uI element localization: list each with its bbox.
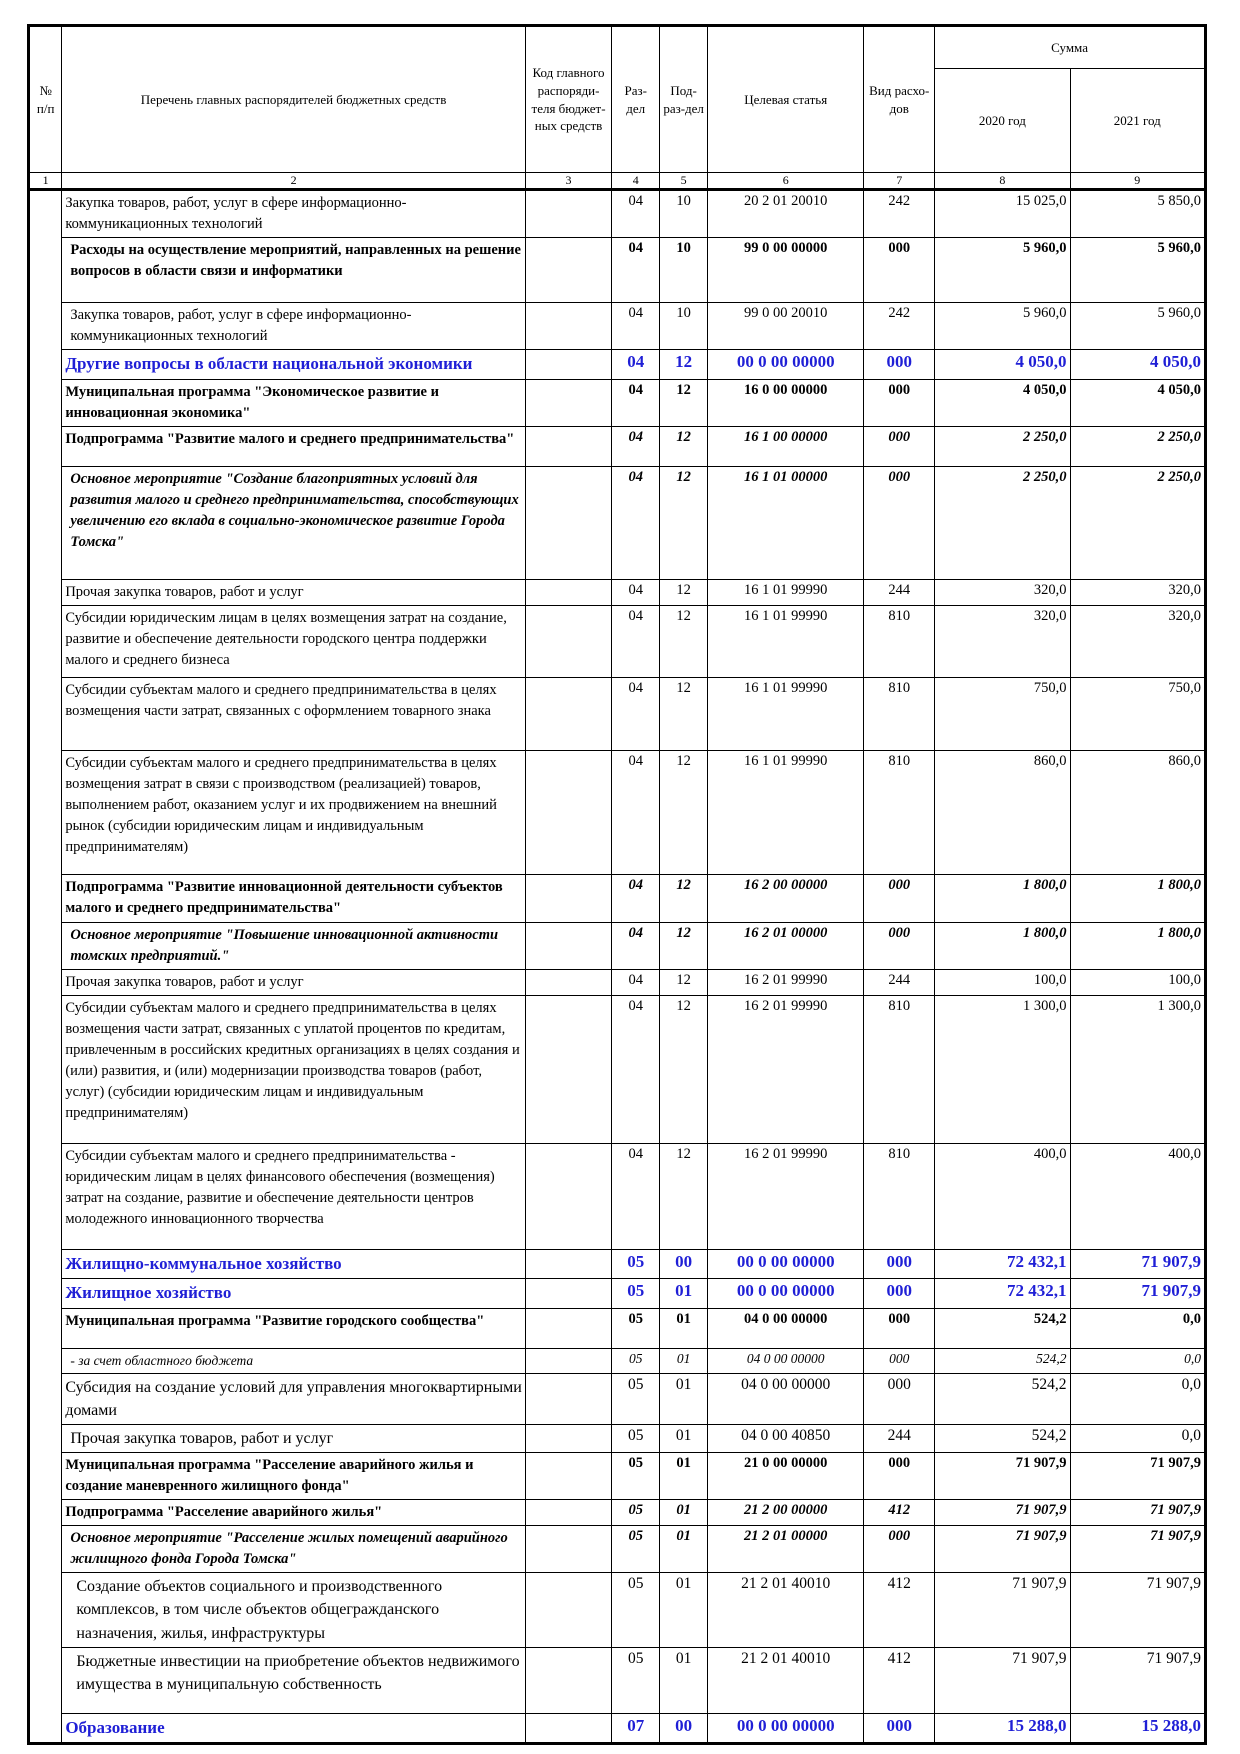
table-row xyxy=(29,1453,1206,1500)
header-target: Целевая статья xyxy=(708,26,864,173)
table-row xyxy=(29,238,1206,303)
row-sum-2020: 71 907,9 xyxy=(935,1647,1070,1713)
row-podrazdel: 10 xyxy=(660,190,708,238)
row-name: Субсидии субъектам малого и среднего предпринимательства - юридическим лицам в целях финансового обеспечения (возмещения) затрат на создание, развитие и обеспечение деятельности центров молодежного инновационного творчества xyxy=(62,1143,526,1249)
row-code xyxy=(525,874,611,922)
row-razdel: 04 xyxy=(612,969,660,995)
row-name: Субсидии субъектам малого и среднего предпринимательства в целях возмещения части затрат, связанных с оформлением товарного знака xyxy=(62,677,526,750)
row-sum-2021: 0,0 xyxy=(1070,1373,1205,1424)
row-sum-2020: 71 907,9 xyxy=(935,1453,1070,1500)
row-sum-2021: 2 250,0 xyxy=(1070,426,1205,466)
row-code xyxy=(525,303,611,350)
row-sum-2020: 2 250,0 xyxy=(935,426,1070,466)
row-sum-2021: 71 907,9 xyxy=(1070,1249,1205,1279)
row-name: Жилищное хозяйство xyxy=(62,1279,526,1309)
row-sum-2020: 2 250,0 xyxy=(935,466,1070,579)
row-sum-2020: 750,0 xyxy=(935,677,1070,750)
colnum-6: 6 xyxy=(708,173,864,190)
header-2021: 2021 год xyxy=(1070,69,1205,173)
row-vid: 242 xyxy=(864,303,935,350)
row-sum-2021: 2 250,0 xyxy=(1070,466,1205,579)
table-row xyxy=(29,579,1206,605)
row-vid: 000 xyxy=(864,1373,935,1424)
row-razdel: 05 xyxy=(612,1526,660,1573)
row-sum-2020: 71 907,9 xyxy=(935,1573,1070,1648)
row-sum-2020: 72 432,1 xyxy=(935,1249,1070,1279)
header-name: Перечень главных распорядителей бюджетных средств xyxy=(62,26,526,173)
row-podrazdel: 12 xyxy=(660,750,708,874)
np-cell xyxy=(29,190,62,1744)
row-razdel: 04 xyxy=(612,303,660,350)
row-sum-2021: 0,0 xyxy=(1070,1309,1205,1349)
row-podrazdel: 12 xyxy=(660,1143,708,1249)
row-name: Субсидии юридическим лицам в целях возмещения затрат на создание, развитие и обеспечение деятельности городского центра поддержки малого и среднего бизнеса xyxy=(62,605,526,677)
row-sum-2021: 100,0 xyxy=(1070,969,1205,995)
row-razdel: 04 xyxy=(612,238,660,303)
row-name: Субсидии субъектам малого и среднего предпринимательства в целях возмещения части затрат, связанных с уплатой процентов по кредитам, привлеченным в российских кредитных организациях в целях создания и (или) развития, и (или) модернизации производства товаров (работ, услуг) (субсидии юридическим лицам и индивидуальным предпринимателям) xyxy=(62,995,526,1143)
row-razdel: 04 xyxy=(612,190,660,238)
row-podrazdel: 01 xyxy=(660,1279,708,1309)
row-sum-2021: 71 907,9 xyxy=(1070,1647,1205,1713)
row-vid: 242 xyxy=(864,190,935,238)
row-vid: 412 xyxy=(864,1500,935,1526)
row-razdel: 04 xyxy=(612,677,660,750)
row-podrazdel: 12 xyxy=(660,874,708,922)
row-code xyxy=(525,1349,611,1374)
row-podrazdel: 12 xyxy=(660,466,708,579)
row-name: Прочая закупка товаров, работ и услуг xyxy=(62,1425,526,1453)
row-target: 00 0 00 00000 xyxy=(708,1249,864,1279)
row-code xyxy=(525,1526,611,1573)
row-podrazdel: 01 xyxy=(660,1526,708,1573)
row-sum-2020: 320,0 xyxy=(935,579,1070,605)
row-sum-2021: 5 960,0 xyxy=(1070,303,1205,350)
row-code xyxy=(525,238,611,303)
row-podrazdel: 12 xyxy=(660,605,708,677)
table-row xyxy=(29,1349,1206,1374)
row-podrazdel: 12 xyxy=(660,969,708,995)
row-razdel: 04 xyxy=(612,995,660,1143)
row-razdel: 05 xyxy=(612,1425,660,1453)
row-sum-2021: 750,0 xyxy=(1070,677,1205,750)
row-name: Закупка товаров, работ, услуг в сфере информационно-коммуникационных технологий xyxy=(62,190,526,238)
row-podrazdel: 01 xyxy=(660,1647,708,1713)
row-name: Подпрограмма "Развитие инновационной деятельности субъектов малого и среднего предпринимательства" xyxy=(62,874,526,922)
row-podrazdel: 12 xyxy=(660,426,708,466)
table-row xyxy=(29,1143,1206,1249)
row-sum-2020: 320,0 xyxy=(935,605,1070,677)
row-vid: 244 xyxy=(864,969,935,995)
colnum-8: 8 xyxy=(935,173,1070,190)
row-razdel: 05 xyxy=(612,1573,660,1648)
row-target: 16 2 00 00000 xyxy=(708,874,864,922)
row-razdel: 05 xyxy=(612,1373,660,1424)
row-podrazdel: 10 xyxy=(660,238,708,303)
row-name: Основное мероприятие "Создание благоприятных условий для развития малого и среднего предпринимательства, способствующих увеличению его вклада в социально-экономическое развитие Города Томска" xyxy=(62,466,526,579)
row-code xyxy=(525,1500,611,1526)
row-target: 04 0 00 00000 xyxy=(708,1373,864,1424)
table-row xyxy=(29,350,1206,380)
table-row xyxy=(29,1713,1206,1744)
row-name: Муниципальная программа "Экономическое развитие и инновационная экономика" xyxy=(62,379,526,426)
budget-document xyxy=(27,24,1207,1745)
row-sum-2021: 4 050,0 xyxy=(1070,379,1205,426)
row-code xyxy=(525,466,611,579)
table-row xyxy=(29,466,1206,579)
row-sum-2021: 71 907,9 xyxy=(1070,1500,1205,1526)
row-name: Образование xyxy=(62,1713,526,1744)
table-row xyxy=(29,426,1206,466)
row-podrazdel: 01 xyxy=(660,1349,708,1374)
row-code xyxy=(525,922,611,969)
row-podrazdel: 01 xyxy=(660,1309,708,1349)
colnum-2: 2 xyxy=(62,173,526,190)
row-sum-2021: 0,0 xyxy=(1070,1425,1205,1453)
header-np: № п/п xyxy=(29,26,62,173)
row-target: 16 2 01 99990 xyxy=(708,969,864,995)
row-name: Субсидия на создание условий для управления многоквартирными домами xyxy=(62,1373,526,1424)
row-target: 16 2 01 00000 xyxy=(708,922,864,969)
row-target: 16 0 00 00000 xyxy=(708,379,864,426)
row-vid: 000 xyxy=(864,1453,935,1500)
table-row xyxy=(29,995,1206,1143)
colnum-7: 7 xyxy=(864,173,935,190)
row-target: 16 2 01 99990 xyxy=(708,1143,864,1249)
row-code xyxy=(525,1425,611,1453)
row-vid: 000 xyxy=(864,1249,935,1279)
row-sum-2021: 1 800,0 xyxy=(1070,874,1205,922)
table-row xyxy=(29,1526,1206,1573)
row-target: 21 0 00 00000 xyxy=(708,1453,864,1500)
table-row xyxy=(29,379,1206,426)
row-target: 16 1 01 99990 xyxy=(708,750,864,874)
row-sum-2020: 524,2 xyxy=(935,1373,1070,1424)
row-razdel: 04 xyxy=(612,750,660,874)
row-code xyxy=(525,1453,611,1500)
row-code xyxy=(525,969,611,995)
row-target: 16 1 01 99990 xyxy=(708,605,864,677)
table-row xyxy=(29,1573,1206,1648)
row-target: 00 0 00 00000 xyxy=(708,1713,864,1744)
row-vid: 000 xyxy=(864,1349,935,1374)
row-podrazdel: 00 xyxy=(660,1249,708,1279)
table-row xyxy=(29,922,1206,969)
row-podrazdel: 12 xyxy=(660,579,708,605)
row-sum-2021: 320,0 xyxy=(1070,579,1205,605)
row-code xyxy=(525,1143,611,1249)
row-sum-2020: 5 960,0 xyxy=(935,303,1070,350)
row-target: 21 2 01 40010 xyxy=(708,1573,864,1648)
row-vid: 000 xyxy=(864,1279,935,1309)
row-podrazdel: 12 xyxy=(660,922,708,969)
header-vid: Вид расхо-дов xyxy=(864,26,935,173)
row-code xyxy=(525,379,611,426)
row-sum-2020: 71 907,9 xyxy=(935,1526,1070,1573)
header-podrazdel: Под-раз-дел xyxy=(660,26,708,173)
row-vid: 000 xyxy=(864,1309,935,1349)
row-code xyxy=(525,579,611,605)
row-name: Основное мероприятие "Повышение инновационной активности томских предприятий." xyxy=(62,922,526,969)
row-name: Муниципальная программа "Развитие городского сообщества" xyxy=(62,1309,526,1349)
row-razdel: 04 xyxy=(612,350,660,380)
row-vid: 000 xyxy=(864,874,935,922)
row-sum-2020: 15 025,0 xyxy=(935,190,1070,238)
row-code xyxy=(525,426,611,466)
row-sum-2020: 1 300,0 xyxy=(935,995,1070,1143)
row-vid: 810 xyxy=(864,1143,935,1249)
row-sum-2020: 524,2 xyxy=(935,1349,1070,1374)
row-code xyxy=(525,350,611,380)
row-name: Муниципальная программа "Расселение аварийного жилья и создание маневренного жилищного фонда" xyxy=(62,1453,526,1500)
row-razdel: 04 xyxy=(612,466,660,579)
table-row xyxy=(29,605,1206,677)
row-vid: 244 xyxy=(864,1425,935,1453)
table-row xyxy=(29,1249,1206,1279)
row-vid: 000 xyxy=(864,1526,935,1573)
row-sum-2020: 860,0 xyxy=(935,750,1070,874)
row-vid: 810 xyxy=(864,677,935,750)
row-sum-2021: 1 800,0 xyxy=(1070,922,1205,969)
row-code xyxy=(525,1373,611,1424)
row-vid: 000 xyxy=(864,922,935,969)
row-name: Подпрограмма "Расселение аварийного жилья" xyxy=(62,1500,526,1526)
row-razdel: 04 xyxy=(612,426,660,466)
header-razdel: Раз-дел xyxy=(612,26,660,173)
row-target: 04 0 00 00000 xyxy=(708,1309,864,1349)
row-code xyxy=(525,1647,611,1713)
row-podrazdel: 00 xyxy=(660,1713,708,1744)
row-sum-2020: 72 432,1 xyxy=(935,1279,1070,1309)
row-sum-2021: 71 907,9 xyxy=(1070,1279,1205,1309)
row-sum-2020: 4 050,0 xyxy=(935,379,1070,426)
row-sum-2020: 1 800,0 xyxy=(935,874,1070,922)
row-code xyxy=(525,1279,611,1309)
table-row xyxy=(29,750,1206,874)
table-row xyxy=(29,303,1206,350)
row-podrazdel: 01 xyxy=(660,1373,708,1424)
table-row xyxy=(29,874,1206,922)
row-target: 21 2 01 40010 xyxy=(708,1647,864,1713)
row-code xyxy=(525,1249,611,1279)
row-sum-2021: 5 850,0 xyxy=(1070,190,1205,238)
row-sum-2021: 71 907,9 xyxy=(1070,1573,1205,1648)
row-target: 04 0 00 00000 xyxy=(708,1349,864,1374)
row-razdel: 04 xyxy=(612,579,660,605)
row-razdel: 05 xyxy=(612,1647,660,1713)
row-target: 99 0 00 00000 xyxy=(708,238,864,303)
row-razdel: 05 xyxy=(612,1500,660,1526)
row-sum-2020: 71 907,9 xyxy=(935,1500,1070,1526)
row-razdel: 05 xyxy=(612,1349,660,1374)
row-sum-2021: 15 288,0 xyxy=(1070,1713,1205,1744)
row-podrazdel: 12 xyxy=(660,379,708,426)
header-sum: Сумма xyxy=(935,26,1206,69)
row-razdel: 07 xyxy=(612,1713,660,1744)
table-row xyxy=(29,1309,1206,1349)
row-podrazdel: 12 xyxy=(660,995,708,1143)
row-razdel: 04 xyxy=(612,379,660,426)
row-target: 16 1 01 99990 xyxy=(708,579,864,605)
row-vid: 000 xyxy=(864,466,935,579)
row-vid: 810 xyxy=(864,605,935,677)
row-sum-2021: 860,0 xyxy=(1070,750,1205,874)
row-razdel: 05 xyxy=(612,1453,660,1500)
row-name: Создание объектов социального и производственного комплексов, в том числе объектов общегражданского назначения, жилья, инфраструктуры xyxy=(62,1573,526,1648)
row-vid: 000 xyxy=(864,1713,935,1744)
row-target: 16 1 00 00000 xyxy=(708,426,864,466)
row-name: Субсидии субъектам малого и среднего предпринимательства в целях возмещения затрат в связи с производством (реализацией) товаров, выполнением работ, оказанием услуг и их продвижением на внешний рынок (субсидии юридическим лицам и индивидуальным предпринимателям) xyxy=(62,750,526,874)
row-sum-2021: 5 960,0 xyxy=(1070,238,1205,303)
colnum-5: 5 xyxy=(660,173,708,190)
table-row xyxy=(29,190,1206,238)
row-podrazdel: 12 xyxy=(660,350,708,380)
row-sum-2020: 1 800,0 xyxy=(935,922,1070,969)
row-razdel: 04 xyxy=(612,874,660,922)
table-row xyxy=(29,677,1206,750)
row-target: 21 2 00 00000 xyxy=(708,1500,864,1526)
row-code xyxy=(525,190,611,238)
row-sum-2020: 4 050,0 xyxy=(935,350,1070,380)
row-sum-2021: 0,0 xyxy=(1070,1349,1205,1374)
row-target: 21 2 01 00000 xyxy=(708,1526,864,1573)
row-vid: 412 xyxy=(864,1647,935,1713)
row-vid: 000 xyxy=(864,350,935,380)
header-code: Код главного распоряди-теля бюджет-ных средств xyxy=(525,26,611,173)
row-code xyxy=(525,1573,611,1648)
colnum-4: 4 xyxy=(612,173,660,190)
row-razdel: 04 xyxy=(612,1143,660,1249)
row-name: Закупка товаров, работ, услуг в сфере информационно-коммуникационных технологий xyxy=(62,303,526,350)
row-podrazdel: 01 xyxy=(660,1425,708,1453)
colnum-1: 1 xyxy=(29,173,62,190)
table-row xyxy=(29,969,1206,995)
row-vid: 244 xyxy=(864,579,935,605)
row-razdel: 05 xyxy=(612,1309,660,1349)
row-name: Жилищно-коммунальное хозяйство xyxy=(62,1249,526,1279)
row-sum-2021: 400,0 xyxy=(1070,1143,1205,1249)
row-name: Другие вопросы в области национальной экономики xyxy=(62,350,526,380)
table-row xyxy=(29,1279,1206,1309)
table-row xyxy=(29,1425,1206,1453)
row-podrazdel: 12 xyxy=(660,677,708,750)
row-podrazdel: 10 xyxy=(660,303,708,350)
row-name: Подпрограмма "Развитие малого и среднего предпринимательства" xyxy=(62,426,526,466)
row-name: Прочая закупка товаров, работ и услуг xyxy=(62,579,526,605)
row-sum-2021: 1 300,0 xyxy=(1070,995,1205,1143)
row-target: 16 2 01 99990 xyxy=(708,995,864,1143)
row-target: 16 1 01 00000 xyxy=(708,466,864,579)
row-sum-2020: 524,2 xyxy=(935,1425,1070,1453)
row-podrazdel: 01 xyxy=(660,1573,708,1648)
row-sum-2020: 100,0 xyxy=(935,969,1070,995)
row-target: 99 0 00 20010 xyxy=(708,303,864,350)
row-code xyxy=(525,1713,611,1744)
row-razdel: 04 xyxy=(612,605,660,677)
row-sum-2020: 524,2 xyxy=(935,1309,1070,1349)
row-code xyxy=(525,605,611,677)
row-podrazdel: 01 xyxy=(660,1500,708,1526)
row-vid: 000 xyxy=(864,238,935,303)
row-name: Расходы на осуществление мероприятий, направленных на решение вопросов в области связи и информатики xyxy=(62,238,526,303)
table-row xyxy=(29,1500,1206,1526)
row-sum-2020: 5 960,0 xyxy=(935,238,1070,303)
row-razdel: 04 xyxy=(612,922,660,969)
row-target: 00 0 00 00000 xyxy=(708,1279,864,1309)
budget-table xyxy=(27,24,1207,1745)
row-sum-2020: 400,0 xyxy=(935,1143,1070,1249)
row-target: 16 1 01 99990 xyxy=(708,677,864,750)
row-target: 00 0 00 00000 xyxy=(708,350,864,380)
colnum-3: 3 xyxy=(525,173,611,190)
row-name: - за счет областного бюджета xyxy=(62,1349,526,1374)
row-name: Прочая закупка товаров, работ и услуг xyxy=(62,969,526,995)
row-sum-2021: 4 050,0 xyxy=(1070,350,1205,380)
table-row xyxy=(29,1647,1206,1713)
row-target: 04 0 00 40850 xyxy=(708,1425,864,1453)
row-name: Основное мероприятие "Расселение жилых помещений аварийного жилищного фонда Города Томска" xyxy=(62,1526,526,1573)
row-code xyxy=(525,750,611,874)
row-vid: 810 xyxy=(864,750,935,874)
row-name: Бюджетные инвестиции на приобретение объектов недвижимого имущества в муниципальную собственность xyxy=(62,1647,526,1713)
row-code xyxy=(525,995,611,1143)
row-razdel: 05 xyxy=(612,1279,660,1309)
row-sum-2021: 71 907,9 xyxy=(1070,1526,1205,1573)
row-sum-2021: 71 907,9 xyxy=(1070,1453,1205,1500)
row-razdel: 05 xyxy=(612,1249,660,1279)
row-sum-2020: 15 288,0 xyxy=(935,1713,1070,1744)
row-sum-2021: 320,0 xyxy=(1070,605,1205,677)
row-code xyxy=(525,1309,611,1349)
row-vid: 000 xyxy=(864,426,935,466)
row-vid: 412 xyxy=(864,1573,935,1648)
row-target: 20 2 01 20010 xyxy=(708,190,864,238)
table-row xyxy=(29,1373,1206,1424)
row-vid: 000 xyxy=(864,379,935,426)
row-vid: 810 xyxy=(864,995,935,1143)
row-code xyxy=(525,677,611,750)
header-2020: 2020 год xyxy=(935,69,1070,173)
colnum-9: 9 xyxy=(1070,173,1205,190)
row-podrazdel: 01 xyxy=(660,1453,708,1500)
